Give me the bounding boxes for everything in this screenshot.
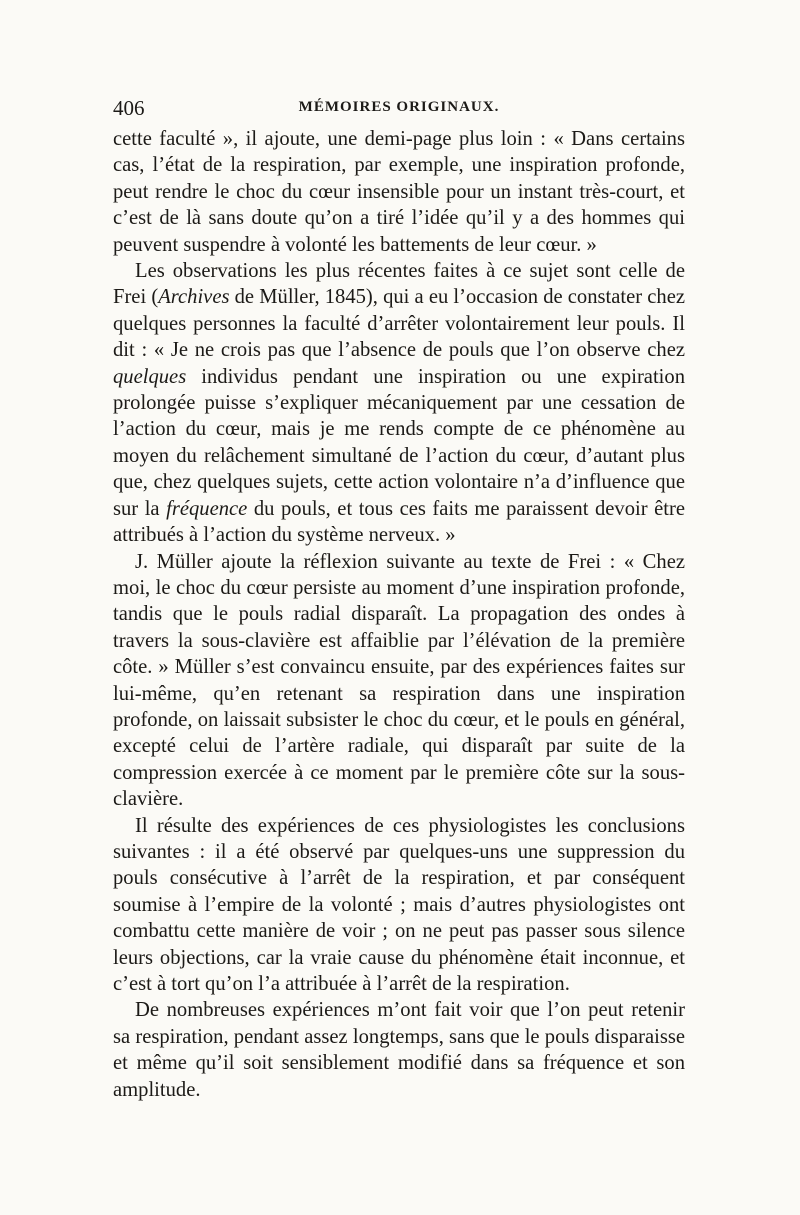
paragraph-2-part-e: individus pendant une inspiration ou une expiration prolongée puisse s’expliquer mécaniquement par une cessation de l’action du cœur, mais je me rends compte de ce phénomène au moyen du relâchement simultané de l’action du cœur, d’autant plus que, chez quelques sujets, cette action volontaire n’a d’influence que sur la bbox=[113, 365, 685, 520]
paragraph-1: cette faculté », il ajoute, une demi-page plus loin : « Dans certains cas, l’état de la respiration, par exemple, une inspiration profonde, peut rendre le choc du cœur insensible pour un instant très-court, et c’est de là sans doute qu’on a tiré l’idée qu’il y a des hommes qui peuvent suspendre à volonté les battements de leur cœur. » bbox=[113, 128, 685, 256]
paragraph-2-part-g: du pouls, et tous ces faits me paraissent devoir être attribués à l’action du système nerveux. » bbox=[113, 497, 685, 547]
paragraph-2-part-c: de Müller, 1845), qui a eu l’occasion de constater chez quelques personnes la faculté d’arrêter volontairement leur pouls. Il dit : « Je ne crois pas que l’absence de pouls que l’on observe chez bbox=[113, 286, 685, 362]
paragraph-4: Il résulte des expériences de ces physiologistes les conclusions suivantes : il a été observé par quelques-uns une suppression du pouls consécutive à l’arrêt de la respiration, et par conséquent soumise à l’empire de la volonté ; mais d’autres physiologistes ont combattu cette manière de voir ; on ne peut pas passer sous silence leurs objections, car la vraie cause du phénomène était inconnue, et c’est à tort qu’on l’a attribuée à l’arrêt de la respiration. bbox=[113, 814, 685, 995]
page-number: 406 bbox=[113, 96, 145, 120]
archives-title: Archives bbox=[158, 286, 230, 309]
book-page bbox=[113, 96, 685, 1103]
paragraph-2-part-a: Les observations les plus récentes faites à ce sujet sont celle de Frei ( bbox=[113, 260, 685, 309]
paragraph-3: J. Müller ajoute la réflexion suivante au texte de Frei : « Chez moi, le choc du cœur persiste au moment d’une inspiration profonde, tandis que le pouls radial disparaît. La propagation des ondes à travers la sous-clavière est affaiblie par l’élévation de la première côte. » Müller s’est convaincu ensuite, par des expériences faites sur lui-même, qu’en retenant sa respiration dans une inspiration profonde, on laissait subsister le choc du cœur, et le pouls en général, excepté celui de l’artère radiale, qui disparaît par suite de la compression exercée à ce moment par le première côte sur la sous-clavière. bbox=[113, 550, 685, 811]
emphasis-quelques: quelques bbox=[113, 365, 187, 388]
emphasis-frequence: fréquence bbox=[166, 497, 248, 520]
running-head bbox=[113, 96, 685, 126]
running-title: MÉMOIRES ORIGINAUX. bbox=[298, 99, 500, 115]
paragraph-2 bbox=[113, 258, 685, 548]
paragraph-5: De nombreuses expériences m’ont fait voir que l’on peut retenir sa respiration, pendant assez longtemps, sans que le pouls disparaisse et même qu’il soit sensiblement modifié dans sa fréquence et son amplitude. bbox=[113, 999, 685, 1101]
